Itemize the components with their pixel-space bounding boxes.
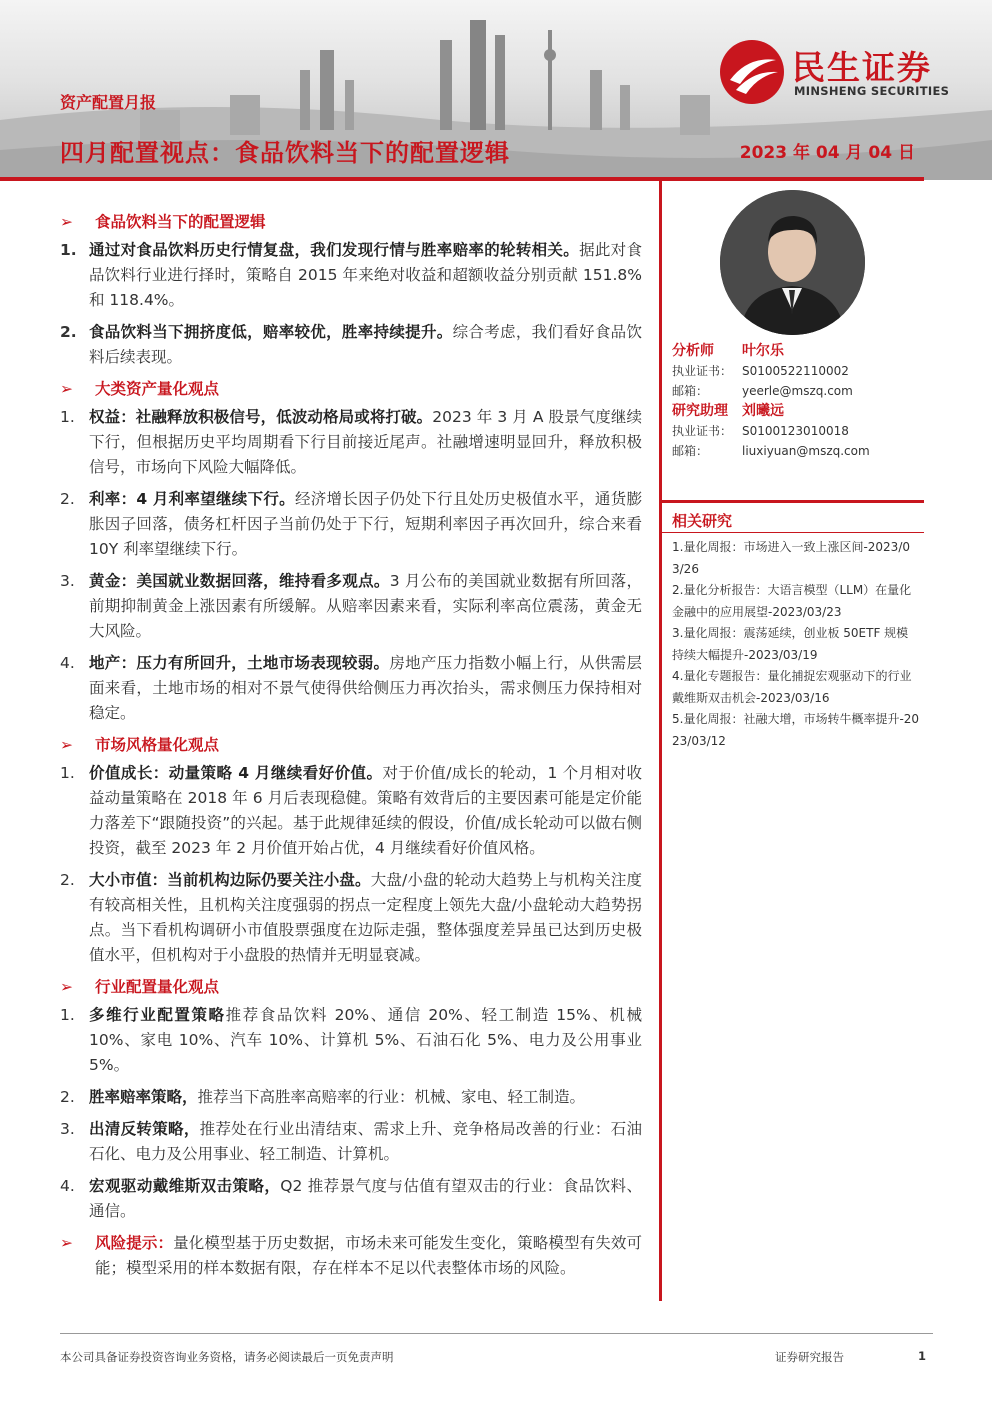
- page-title: 四月配置视点：食品饮料当下的配置逻辑: [60, 139, 510, 167]
- list-item: 1. 多维行业配置策略推荐食品饮料 20%、通信 20%、轻工制造 15%、机械 10%、家电 10%、汽车 10%、计算机 5%、石油石化 5%、电力及公用事业 5%。: [60, 1006, 642, 1074]
- list-item: 1. 通过对食品饮料历史行情复盘，我们发现行情与胜率赔率的轮转相关。据此对食品饮料行业进行择时，策略自 2015 年来绝对收益和超额收益分别贡献 151.8%和 118.4%。: [60, 241, 642, 309]
- list-item: 2. 胜率赔率策略，推荐当下高胜率高赔率的行业：机械、家电、轻工制造。: [60, 1088, 586, 1106]
- footer-divider: [60, 1333, 933, 1334]
- analyst-row: 邮箱： yeerle@mszq.com: [672, 384, 853, 398]
- related-item[interactable]: 3.量化周报：震荡延续，创业板 50ETF 规模持续大幅提升-2023/03/19: [672, 626, 909, 662]
- logo-text-cn: 民生证券: [792, 48, 932, 87]
- related-item[interactable]: 4.量化专题报告：量化捕捉宏观驱动下的行业戴维斯双击机会-2023/03/16: [672, 669, 912, 705]
- logo-mark-icon: [718, 38, 786, 106]
- main-content: [60, 206, 642, 1281]
- arrow-bullet-icon: ➢: [60, 736, 73, 754]
- logo-text-en: MINSHENG SECURITIES: [794, 84, 950, 98]
- arrow-bullet-icon: ➢: [60, 213, 73, 231]
- related-divider: [662, 532, 924, 533]
- section-heading: ➢ 食品饮料当下的配置逻辑: [60, 210, 642, 234]
- section-heading: ➢ 行业配置量化观点: [60, 975, 642, 999]
- arrow-bullet-icon: ➢: [60, 380, 73, 398]
- related-research-title: 相关研究: [672, 512, 733, 530]
- list-item: 2. 利率：4 月利率望继续下行。经济增长因子仍处下行且处历史极值水平，通货膨胀因子回落，债务杠杆因子当前仍处于下行，短期利率因子再次回升，综合来看 10Y 利率望继续下行。: [60, 490, 642, 558]
- column-divider: [659, 181, 662, 1301]
- list-item: 4. 宏观驱动戴维斯双击策略，Q2 推荐景气度与估值有望双击的行业：食品饮料、通信。: [60, 1177, 642, 1220]
- analyst-row: 执业证书： S0100522110002: [672, 364, 849, 378]
- analyst-photo: [720, 190, 865, 335]
- report-date: 2023 年 04 月 04 日: [739, 143, 915, 163]
- analyst-row: 研究助理 刘曦远: [672, 403, 784, 419]
- header-divider: [0, 177, 924, 181]
- report-type: 资产配置月报: [60, 93, 157, 112]
- footer-disclaimer: 本公司具备证券投资咨询业务资格，请务必阅读最后一页免责声明: [60, 1350, 394, 1364]
- arrow-bullet-icon: ➢: [60, 1234, 73, 1252]
- section-heading: ➢ 市场风格量化观点: [60, 733, 642, 757]
- related-research-list: [672, 537, 920, 752]
- analyst-row: 执业证书： S0100123010018: [672, 424, 849, 438]
- avatar: [720, 190, 865, 335]
- list-item: 4. 地产：压力有所回升，土地市场表现较弱。房地产压力指数小幅上行，从供需层面来看，土地市场的相对不景气使得供给侧压力再次抬头，需求侧压力保持相对稳定。: [60, 654, 642, 722]
- section-heading: ➢ 大类资产量化观点: [60, 377, 642, 401]
- company-logo: [718, 38, 968, 106]
- related-item[interactable]: 2.量化分析报告：大语言模型（LLM）在量化金融中的应用展望-2023/03/23: [672, 583, 912, 619]
- list-item: 2. 食品饮料当下拥挤度低，赔率较优，胜率持续提升。综合考虑，我们看好食品饮料后续表现。: [60, 323, 642, 366]
- page-number: 1: [918, 1349, 927, 1363]
- list-item: 1. 权益：社融释放积极信号，低波动格局或将打破。2023 年 3 月 A 股景气度继续下行，但根据历史平均周期看下行目前接近尾声。社融增速明显回升，释放积极信号，市场向下风险大幅降低。: [60, 408, 642, 476]
- list-item: 3. 黄金：美国就业数据回落，维持看多观点。3 月公布的美国就业数据有所回落，前期抑制黄金上涨因素有所缓解。从赔率因素来看，实际利率高位震荡，黄金无大风险。: [60, 572, 642, 640]
- list-item: 2. 大小市值：当前机构边际仍要关注小盘。大盘/小盘的轮动大趋势上与机构关注度有较高相关性，且机构关注度强弱的拐点一定程度上领先大盘/小盘轮动大趋势拐点。当下看机构调研小市值股票强度在边际走强，整体强度差异虽已达到历史极值水平，但机构对于小盘股的热情并无明显衰减。: [60, 871, 642, 964]
- analyst-info: [672, 341, 922, 461]
- related-item[interactable]: 5.量化周报：社融大增，市场转牛概率提升-2023/03/12: [672, 712, 920, 748]
- risk-warning: ➢ 风险提示：量化模型基于历史数据，市场未来可能发生变化，策略模型有失效可能；模型采用的样本数据有限，存在样本不足以代表整体市场的风险。: [60, 1231, 642, 1281]
- analyst-row: 邮箱： liuxiyuan@mszq.com: [672, 444, 870, 458]
- analyst-row: 分析师 叶尔乐: [672, 343, 784, 359]
- list-item: 1. 价值成长：动量策略 4 月继续看好价值。对于价值/成长的轮动，1 个月相对收益动量策略在 2018 年 6 月后表现稳健。策略有效背后的主要因素可能是定价能力落差下“跟随投资”的兴起。基于此规律延续的假设，价值/成长轮动可以做右侧投资，截至 2023 年 2 月价值开始占优，4 月继续看好价值风格。: [60, 764, 642, 857]
- related-item[interactable]: 1.量化周报：市场进入一致上涨区间-2023/03/26: [672, 540, 910, 576]
- arrow-bullet-icon: ➢: [60, 978, 73, 996]
- footer-doc-type: 证券研究报告: [775, 1350, 844, 1364]
- list-item: 3. 出清反转策略，推荐处在行业出清结束、需求上升、竞争格局改善的行业：石油石化、电力及公用事业、轻工制造、计算机。: [60, 1120, 642, 1163]
- sidebar-divider: [662, 500, 924, 503]
